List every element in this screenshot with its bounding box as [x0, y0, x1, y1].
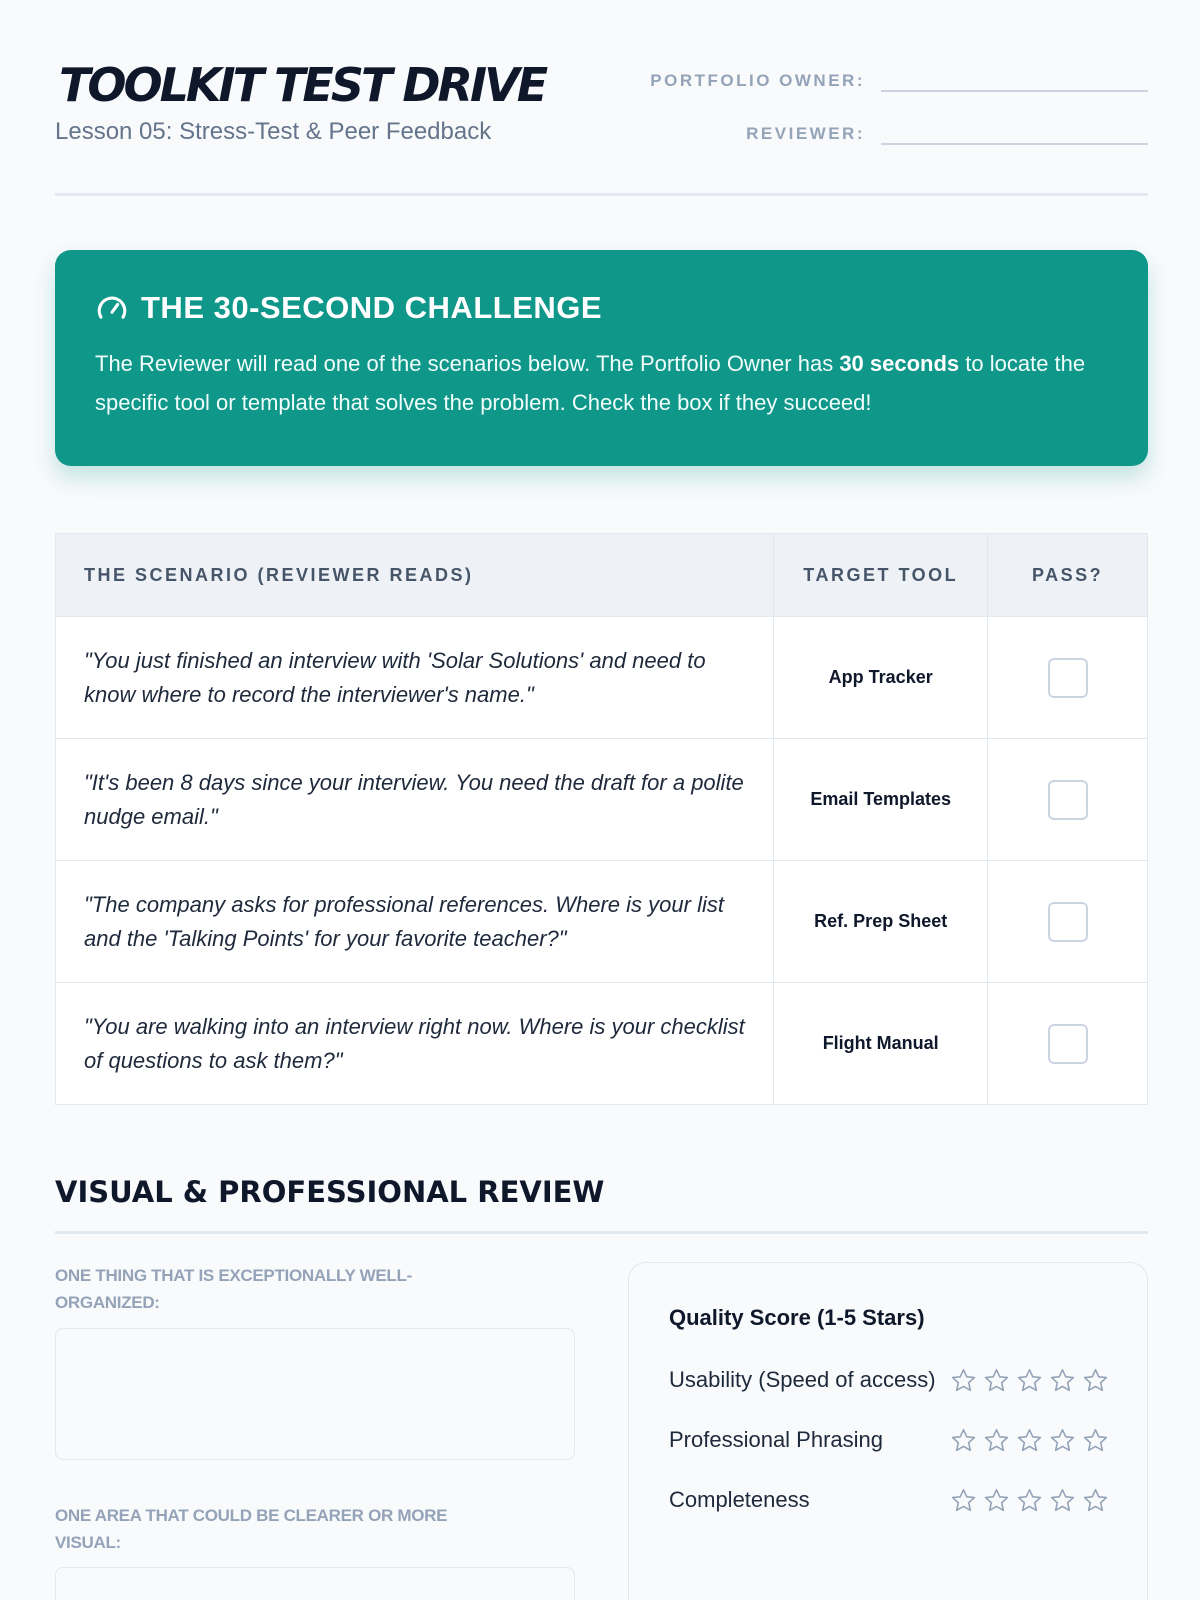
time-limit: 30 seconds: [839, 351, 960, 376]
column-header-pass: PASS?: [988, 534, 1148, 617]
scenario-text: "The company asks for professional references. Where is your list and the 'Talking Points' for your favorite teacher?": [56, 861, 774, 983]
star-outline-icon[interactable]: [1016, 1487, 1043, 1514]
reviewer-input[interactable]: [881, 115, 1148, 145]
quality-score-card: [628, 1262, 1148, 1600]
table-row: [56, 861, 1148, 983]
target-tool: Flight Manual: [774, 983, 988, 1105]
clearer-area-prompt: ONE AREA THAT COULD BE CLEARER OR MORE VISUAL:: [55, 1506, 448, 1552]
star-outline-icon[interactable]: [1049, 1487, 1076, 1514]
challenge-heading: [95, 290, 1108, 326]
reviewer-field: [746, 115, 1148, 145]
pass-checkbox[interactable]: [1048, 658, 1088, 698]
star-outline-icon[interactable]: [1049, 1367, 1076, 1394]
star-outline-icon[interactable]: [1082, 1487, 1109, 1514]
reviewer-label: REVIEWER:: [746, 124, 865, 143]
star-outline-icon[interactable]: [983, 1427, 1010, 1454]
column-header-scenario: THE SCENARIO (REVIEWER READS): [56, 534, 774, 617]
criterion-label: Professional Phrasing: [669, 1427, 884, 1452]
review-section-title: VISUAL & PROFESSIONAL REVIEW: [55, 1175, 605, 1209]
star-outline-icon[interactable]: [950, 1367, 977, 1394]
well-organized-answer-box[interactable]: [55, 1328, 575, 1460]
score-row-phrasing: [669, 1423, 1109, 1457]
target-tool: Ref. Prep Sheet: [774, 861, 988, 983]
table-row: [56, 617, 1148, 739]
star-outline-icon[interactable]: [1049, 1427, 1076, 1454]
portfolio-owner-label: PORTFOLIO OWNER:: [650, 71, 865, 90]
pass-checkbox[interactable]: [1048, 1024, 1088, 1064]
speedometer-icon: [95, 291, 129, 325]
page-subtitle: Lesson 05: Stress-Test & Peer Feedback: [55, 118, 492, 145]
star-outline-icon[interactable]: [983, 1487, 1010, 1514]
star-outline-icon[interactable]: [950, 1487, 977, 1514]
star-outline-icon[interactable]: [983, 1367, 1010, 1394]
star-outline-icon[interactable]: [1016, 1427, 1043, 1454]
scenario-text: "You just finished an interview with 'Solar Solutions' and need to know where to record the interviewer's name.": [56, 617, 774, 739]
star-rating: [944, 1427, 1109, 1454]
star-rating: [944, 1367, 1109, 1394]
pass-checkbox[interactable]: [1048, 780, 1088, 820]
table-header-row: [56, 534, 1148, 617]
star-outline-icon[interactable]: [1016, 1367, 1043, 1394]
scenario-text: "It's been 8 days since your interview. You need the draft for a polite nudge email.": [56, 739, 774, 861]
target-tool: Email Templates: [774, 739, 988, 861]
criterion-label: Usability (Speed of access): [669, 1367, 936, 1392]
criterion-label: Completeness: [669, 1487, 810, 1512]
page-title: TOOLKIT TEST DRIVE: [59, 58, 546, 112]
review-divider: [55, 1231, 1148, 1234]
portfolio-owner-field: [650, 62, 1148, 92]
column-header-target-tool: TARGET TOOL: [774, 534, 988, 617]
scenario-text: "You are walking into an interview right now. Where is your checklist of questions to ask them?": [56, 983, 774, 1105]
challenge-card: [55, 250, 1148, 466]
page-header: [55, 0, 1148, 196]
star-outline-icon[interactable]: [1082, 1367, 1109, 1394]
challenge-title: THE 30-SECOND CHALLENGE: [141, 290, 603, 325]
scenario-table: [55, 533, 1148, 1105]
challenge-instructions: The Reviewer will read one of the scenarios below. The Portfolio Owner has 30 seconds to locate the specific tool or template that solves the problem. Check the box if they succeed!: [95, 351, 1086, 415]
table-row: [56, 983, 1148, 1105]
table-row: [56, 739, 1148, 861]
worksheet-page: [55, 0, 1148, 1552]
quality-score-title: Quality Score (1-5 Stars): [669, 1305, 925, 1330]
portfolio-owner-input[interactable]: [881, 62, 1148, 92]
target-tool: App Tracker: [774, 617, 988, 739]
star-rating: [944, 1487, 1109, 1514]
clearer-area-answer-box[interactable]: [55, 1567, 575, 1600]
well-organized-prompt: ONE THING THAT IS EXCEPTIONALLY WELL-ORGANIZED:: [55, 1266, 412, 1312]
star-outline-icon[interactable]: [950, 1427, 977, 1454]
score-row-usability: [669, 1363, 1109, 1397]
score-row-completeness: [669, 1483, 1109, 1517]
star-outline-icon[interactable]: [1082, 1427, 1109, 1454]
pass-checkbox[interactable]: [1048, 902, 1088, 942]
